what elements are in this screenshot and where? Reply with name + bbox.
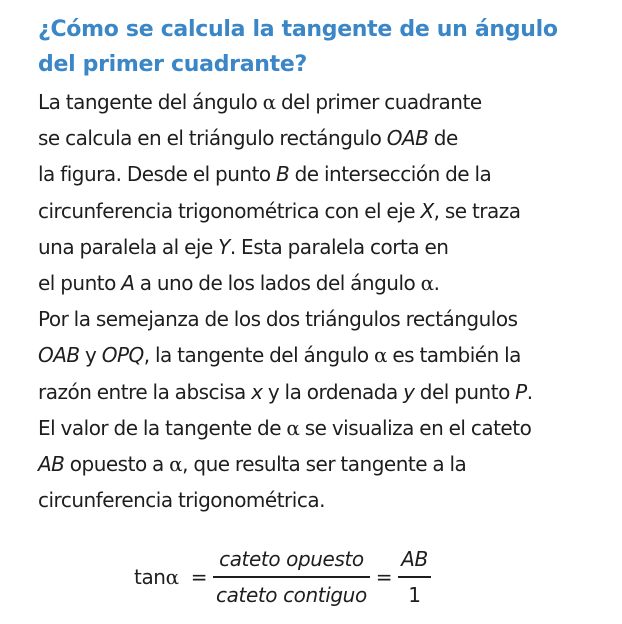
axis-y-label: Y	[218, 234, 230, 259]
equals-sign: =	[190, 565, 208, 589]
text-segment: la figura. Desde el punto	[38, 162, 277, 187]
text-segment: La tangente del ángulo	[38, 90, 263, 114]
fraction-denominator: 1	[408, 582, 421, 607]
text-segment: del primer cuadrante	[275, 90, 482, 114]
fraction-bar	[398, 576, 431, 578]
text-segment: de	[428, 126, 458, 151]
text-segment: el punto	[38, 271, 122, 296]
ratio-fraction	[213, 546, 370, 608]
text-segment: opuesto a	[64, 452, 170, 477]
body-line-11	[38, 446, 613, 482]
fraction-numerator: cateto opuesto	[219, 547, 364, 572]
explanation-paragraph	[38, 84, 613, 518]
text-segment: a uno de los lados del ángulo	[134, 271, 421, 296]
text-segment: de intersección de la	[289, 162, 492, 187]
fraction-numerator: AB	[401, 547, 428, 572]
tan-function: tan	[134, 565, 166, 589]
body-line-10	[38, 410, 613, 446]
alpha-symbol: α	[169, 452, 183, 477]
alpha-symbol: α	[165, 565, 179, 589]
body-line-3	[38, 156, 613, 192]
abscissa-x-label: x	[251, 379, 263, 404]
text-segment: , que resulta ser tangente a la	[182, 452, 467, 477]
text-segment: .	[433, 271, 440, 296]
text-segment: una paralela al eje	[38, 234, 219, 259]
point-p-label: P	[515, 379, 527, 404]
alpha-symbol: α	[286, 415, 300, 440]
body-line-7: Por la semejanza de los dos triángulos rectángulos	[38, 307, 518, 332]
text-segment: del punto	[414, 379, 516, 404]
text-segment: y la ordenada	[262, 379, 404, 404]
text-segment: se calcula en el triángulo rectángulo	[38, 126, 387, 151]
body-line-9	[38, 374, 613, 410]
triangle-opq-label: OPQ	[101, 343, 144, 368]
text-segment: , la tangente del ángulo	[143, 343, 374, 368]
text-segment: El valor de la tangente de	[38, 415, 287, 440]
body-line-12: circunferencia trigonométrica.	[38, 488, 325, 513]
body-line-6	[38, 265, 613, 301]
text-segment: .	[526, 379, 533, 404]
fraction-bar	[213, 576, 370, 578]
text-segment: y	[79, 343, 102, 368]
alpha-symbol: α	[373, 343, 387, 368]
point-b-label: B	[276, 162, 290, 187]
heading-line-2: del primer cuadrante?	[38, 52, 307, 77]
heading-line-1: ¿Cómo se calcula la tangente de un ángulo	[38, 17, 558, 42]
text-segment: es también la	[387, 343, 521, 368]
alpha-symbol: α	[420, 271, 434, 296]
text-segment: se visualiza en el cateto	[299, 415, 532, 440]
formula-lhs	[134, 565, 179, 589]
section-heading	[38, 12, 598, 82]
body-line-5	[38, 229, 613, 265]
ordinate-y-label: y	[403, 379, 415, 404]
axis-x-label: X	[420, 198, 434, 223]
body-line-1	[38, 84, 613, 120]
ab-fraction	[398, 546, 431, 608]
triangle-oab-label: OAB	[38, 343, 80, 368]
body-line-2	[38, 120, 613, 156]
segment-ab-label: AB	[38, 452, 65, 477]
text-segment: razón entre la abscisa	[38, 379, 252, 404]
text-segment: , se traza	[433, 198, 521, 223]
triangle-oab-label: OAB	[386, 126, 429, 151]
tangent-formula	[134, 542, 431, 612]
fraction-denominator: cateto contiguo	[216, 582, 367, 607]
text-segment: circunferencia trigonométrica con el eje	[38, 198, 421, 223]
body-line-8	[38, 337, 613, 373]
point-a-label: A	[121, 271, 135, 296]
alpha-symbol: α	[262, 90, 276, 114]
body-line-4	[38, 193, 613, 229]
text-segment: . Esta paralela corta en	[229, 234, 449, 259]
equals-sign: =	[375, 565, 393, 589]
